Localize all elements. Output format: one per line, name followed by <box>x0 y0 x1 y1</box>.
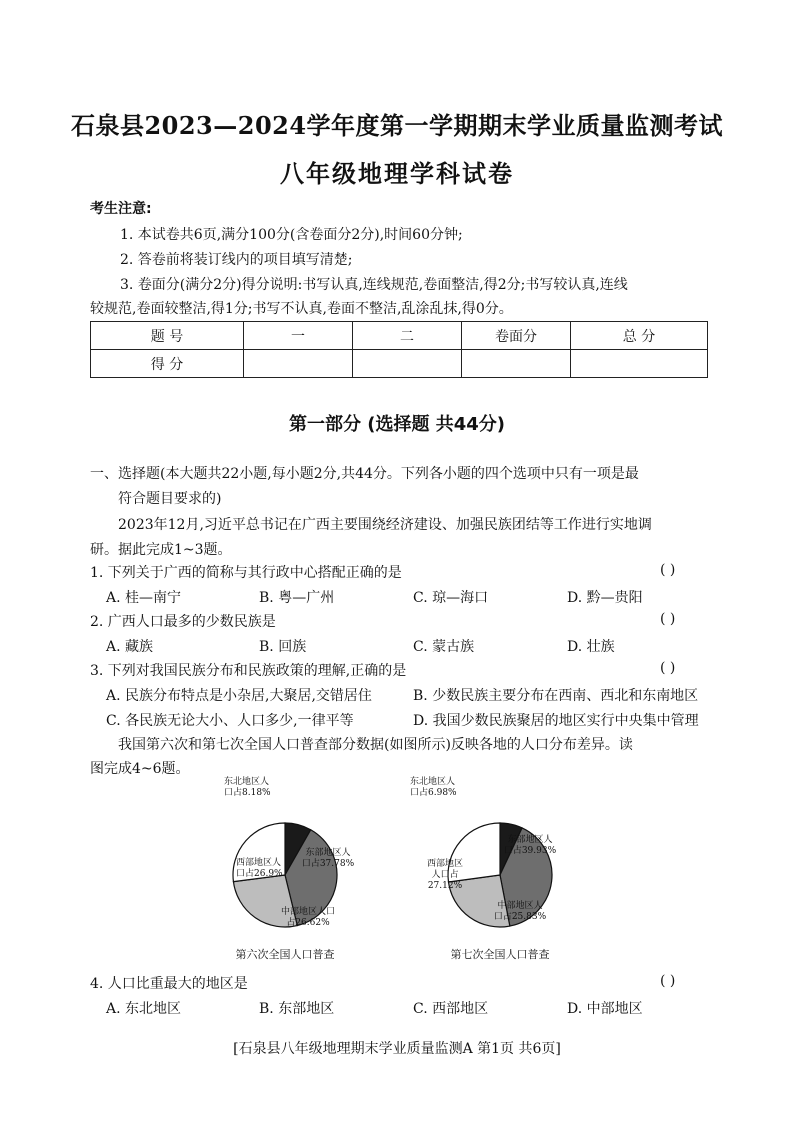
option-b[interactable]: B. 东部地区 <box>259 1001 335 1017</box>
option-d[interactable]: D. 我国少数民族聚居的地区实行中央集中管理 <box>413 713 699 729</box>
exam-title: 石泉县2023—2024学年度第一学期期末学业质量监测考试 <box>70 111 724 140</box>
question-stem: 4. 人口比重最大的地区是 <box>90 976 248 992</box>
section-instruction: 一、选择题(本大题共22小题,每小题2分,共44分。下列各小题的四个选项中只有一项是最 <box>90 466 639 482</box>
option-c[interactable]: C. 琼—海口 <box>413 590 489 606</box>
score-input-cell[interactable] <box>571 350 708 378</box>
chart-caption: 第七次全国人口普查 <box>450 948 550 961</box>
score-cell: 卷面分 <box>462 322 571 350</box>
score-cell: 得 分 <box>91 350 244 378</box>
score-cell: 二 <box>353 322 462 350</box>
option-a[interactable]: A. 桂—南宁 <box>106 590 182 606</box>
answer-blank[interactable]: ( ) <box>660 611 676 627</box>
answer-blank[interactable]: ( ) <box>660 660 676 676</box>
section-instruction: 符合题目要求的) <box>118 491 222 507</box>
option-d[interactable]: D. 中部地区 <box>567 1001 643 1017</box>
exam-subtitle: 八年级地理学科试卷 <box>280 160 514 188</box>
chart-caption: 第六次全国人口普查 <box>235 948 335 961</box>
option-c[interactable]: C. 西部地区 <box>413 1001 489 1017</box>
population-pie-charts <box>200 770 590 965</box>
score-input-cell[interactable] <box>462 350 571 378</box>
passage-text: 2023年12月,习近平总书记在广西主要围绕经济建设、加强民族团结等工作进行实地调 <box>118 517 652 533</box>
option-d[interactable]: D. 壮族 <box>567 639 615 655</box>
notice-heading: 考生注意: <box>90 201 152 217</box>
pie-label: 东部地区人口占39.93% <box>503 835 557 856</box>
score-input-cell[interactable] <box>353 350 462 378</box>
question-stem: 1. 下列关于广西的简称与其行政中心搭配正确的是 <box>90 565 402 581</box>
option-d[interactable]: D. 黔—贵阳 <box>567 590 643 606</box>
pie-label: 东北地区人口占6.98% <box>410 777 457 798</box>
page-footer: [石泉县八年级地理期末学业质量监测A 第1页 共6页] <box>233 1041 561 1057</box>
answer-blank[interactable]: ( ) <box>660 562 676 578</box>
passage-text: 研。据此完成1~3题。 <box>90 542 232 558</box>
option-b[interactable]: B. 回族 <box>259 639 307 655</box>
score-cell: 题 号 <box>91 322 244 350</box>
notice-item: 2. 答卷前将装订线内的项目填写清楚; <box>120 252 353 268</box>
part-title: 第一部分 (选择题 共44分) <box>288 414 506 435</box>
pie-label: 中部地区人口占25.83% <box>493 901 547 922</box>
pie-label: 东北地区人口占8.18% <box>224 777 271 798</box>
score-table <box>90 321 708 378</box>
option-a[interactable]: A. 民族分布特点是小杂居,大聚居,交错居住 <box>106 688 372 704</box>
notice-item: 1. 本试卷共6页,满分100分(含卷面分2分),时间60分钟; <box>120 227 463 243</box>
score-input-cell[interactable] <box>244 350 353 378</box>
score-cell: 一 <box>244 322 353 350</box>
question-stem: 2. 广西人口最多的少数民族是 <box>90 614 276 630</box>
option-b[interactable]: B. 少数民族主要分布在西南、西北和东南地区 <box>413 688 699 704</box>
notice-item: 较规范,卷面较整洁,得1分;书写不认真,卷面不整洁,乱涂乱抹,得0分。 <box>90 301 513 317</box>
option-a[interactable]: A. 东北地区 <box>106 1001 182 1017</box>
pie-label: 西部地区人口占26.9% <box>236 858 283 879</box>
notice-item: 3. 卷面分(满分2分)得分说明:书写认真,连线规范,卷面整洁,得2分;书写较认真,连线 <box>120 277 628 293</box>
pie-label: 东部地区人口占37.78% <box>301 848 355 869</box>
pie-label: 西部地区人口占 27.12% <box>426 859 464 891</box>
option-b[interactable]: B. 粤—广州 <box>259 590 335 606</box>
pie-label: 中部地区人口占26.62% <box>280 907 336 928</box>
score-table-score-row <box>91 350 708 378</box>
option-c[interactable]: C. 各民族无论大小、人口多少,一律平等 <box>106 713 354 729</box>
answer-blank[interactable]: ( ) <box>660 973 676 989</box>
score-table-header-row <box>91 322 708 350</box>
option-c[interactable]: C. 蒙古族 <box>413 639 475 655</box>
passage-text: 我国第六次和第七次全国人口普查部分数据(如图所示)反映各地的人口分布差异。读 <box>118 737 633 753</box>
score-cell: 总 分 <box>571 322 708 350</box>
passage-text: 图完成4~6题。 <box>90 761 190 777</box>
option-a[interactable]: A. 藏族 <box>106 639 154 655</box>
question-stem: 3. 下列对我国民族分布和民族政策的理解,正确的是 <box>90 663 407 679</box>
